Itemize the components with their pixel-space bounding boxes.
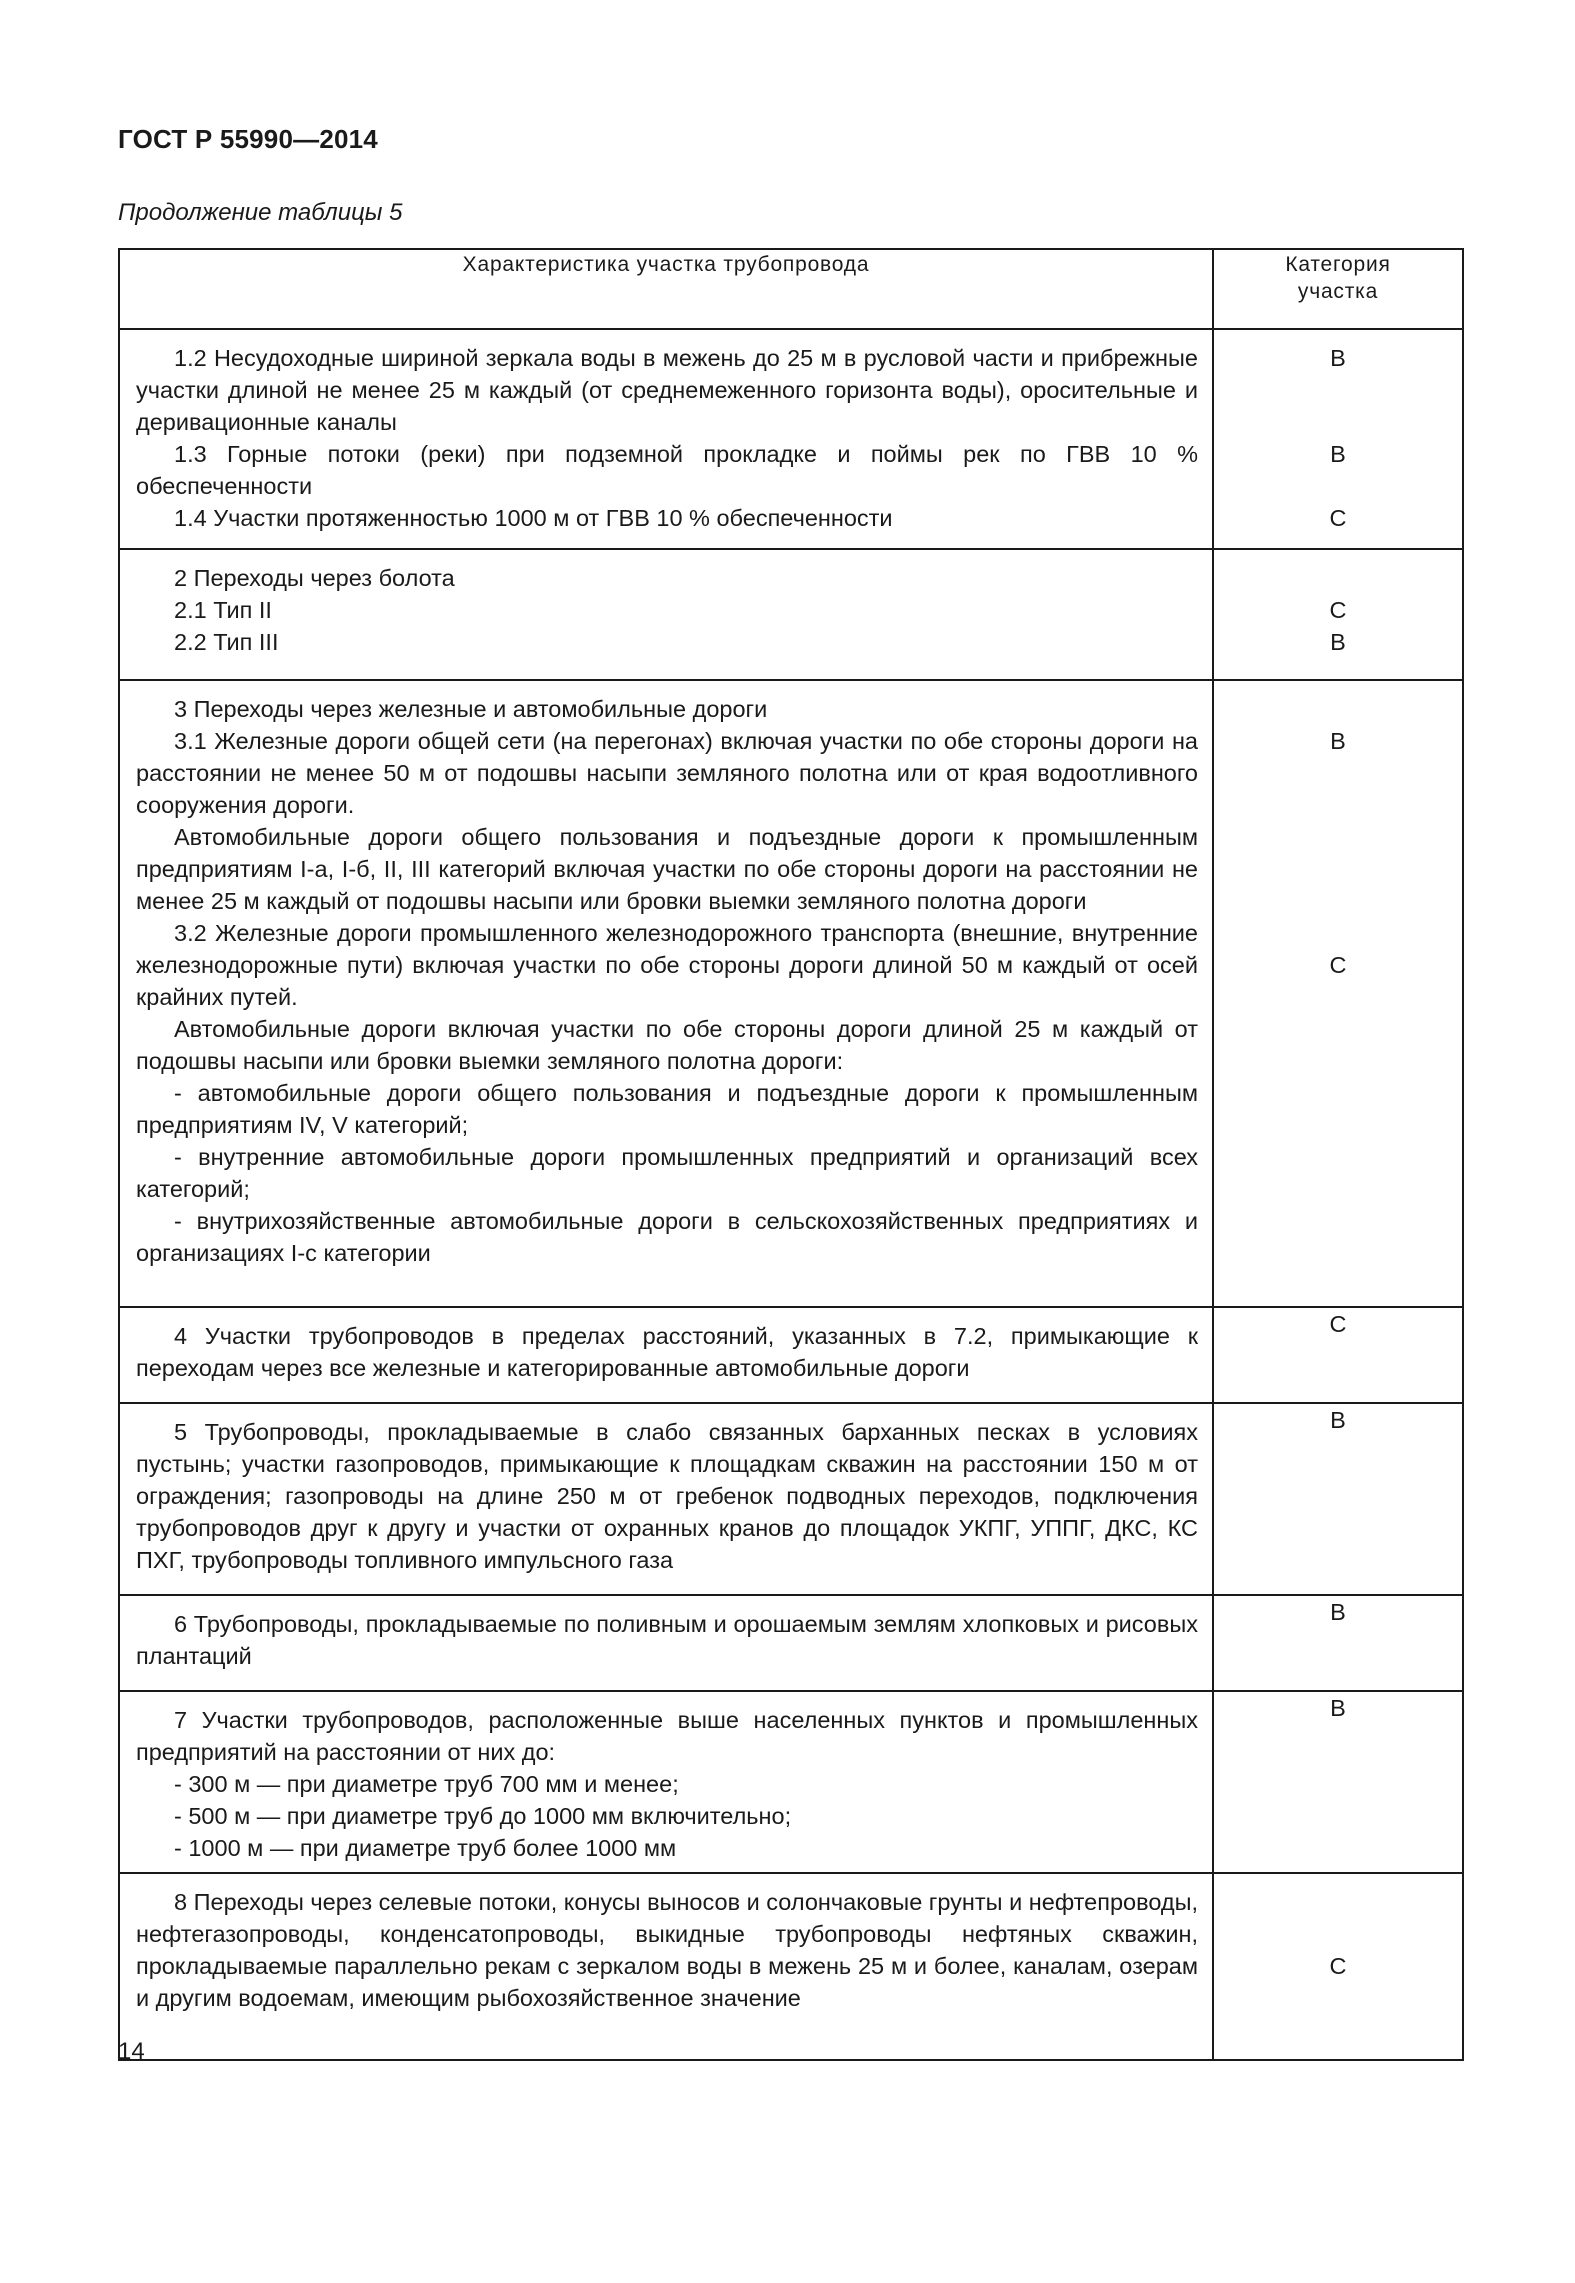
row-category	[1213, 549, 1463, 680]
paragraph: - 1000 м — при диаметре труб более 1000 мм	[174, 1835, 677, 1861]
table-row	[119, 1307, 1463, 1403]
paragraph: - внутрихозяйственные автомобильные дороги в сельскохозяйственных предприятиях и организациях I-с категории	[136, 1208, 1198, 1266]
row-description	[119, 1307, 1213, 1403]
row-description	[119, 1595, 1213, 1691]
paragraph: 1.2 Несудоходные шириной зеркала воды в межень до 25 м в русловой части и прибрежные участки длиной не менее 25 м каждый (от среднемеженного горизонта воды), оросительные и деривационные каналы	[136, 345, 1198, 435]
paragraph: Автомобильные дороги включая участки по обе стороны дороги длиной 25 м каждый от подошвы насыпи или бровки выемки земляного полотна дороги:	[136, 1016, 1198, 1074]
paragraph: 3.1 Железные дороги общей сети (на перегонах) включая участки по обе стороны дороги на расстоянии не менее 50 м от подошвы насыпи земляного полотна или от края водоотливного сооружения дороги.	[136, 728, 1198, 818]
category-value: В	[1330, 629, 1346, 655]
paragraph: 1.3 Горные потоки (реки) при подземной прокладке и поймы рек по ГВВ 10 % обеспеченности	[136, 441, 1198, 499]
category-table	[118, 248, 1464, 2061]
category-value: В	[1330, 728, 1346, 754]
table-row	[119, 680, 1463, 1307]
row-category	[1213, 680, 1463, 1307]
row-category	[1213, 1595, 1463, 1691]
paragraph: 2.2 Тип III	[174, 629, 279, 655]
row-category	[1213, 1307, 1463, 1403]
paragraph: - внутренние автомобильные дороги промышленных предприятий и организаций всех категорий;	[136, 1144, 1198, 1202]
category-value: В	[1330, 1695, 1346, 1721]
table-row	[119, 1873, 1463, 2060]
row-category	[1213, 329, 1463, 549]
paragraph: 7 Участки трубопроводов, расположенные выше населенных пунктов и промышленных предприятий на расстоянии от них до:	[136, 1707, 1198, 1765]
paragraph: Автомобильные дороги общего пользования и подъездные дороги к промышленным предприятиям I-а, I-б, II, III категорий включая участки по обе стороны дороги на расстоянии не менее 25 м каждый от подошвы насыпи или бровки выемки земляного полотна дороги	[136, 824, 1198, 914]
row-description	[119, 680, 1213, 1307]
paragraph: 3 Переходы через железные и автомобильные дороги	[174, 696, 768, 722]
header-category	[1213, 249, 1463, 329]
paragraph: 5 Трубопроводы, прокладываемые в слабо связанных барханных песках в условиях пустынь; участки газопроводов, примыкающие к площадкам скважин на расстоянии 150 м от ограждения; газопроводы на длине 250 м от гребенок подводных переходов, подключения трубопроводов друг к другу и участки от охранных кранов до площадок УКПГ, УППГ, ДКС, КС ПХГ, трубопроводы топливного импульсного газа	[136, 1419, 1198, 1573]
category-value: С	[1329, 952, 1347, 978]
category-value: В	[1330, 345, 1346, 371]
paragraph: 4 Участки трубопроводов в пределах расстояний, указанных в 7.2, примыкающие к переходам через все железные и категорированные автомобильные дороги	[136, 1323, 1198, 1381]
category-value: В	[1330, 1407, 1346, 1433]
table-continuation-caption: Продолжение таблицы 5	[118, 199, 403, 226]
header-category-line1: Категория	[1285, 253, 1391, 276]
header-category-line2: участка	[1297, 280, 1379, 303]
header-characteristic: Характеристика участка трубопровода	[119, 249, 1213, 329]
paragraph: 3.2 Железные дороги промышленного железнодорожного транспорта (внешние, внутренние железнодорожные пути) включая участки по обе стороны дороги длиной 50 м каждый от осей крайних путей.	[136, 920, 1198, 1010]
page-number: 14	[118, 2038, 145, 2065]
paragraph: - автомобильные дороги общего пользования и подъездные дороги к промышленным предприятиям IV, V категорий;	[136, 1080, 1198, 1138]
row-description	[119, 549, 1213, 680]
category-value: С	[1329, 1311, 1347, 1337]
category-value: С	[1329, 1953, 1347, 1979]
row-description	[119, 1691, 1213, 1873]
row-description	[119, 329, 1213, 549]
paragraph: 2 Переходы через болота	[174, 565, 455, 591]
category-value: В	[1330, 441, 1346, 467]
paragraph: 2.1 Тип II	[174, 597, 272, 623]
paragraph: 1.4 Участки протяженностью 1000 м от ГВВ 10 % обеспеченности	[174, 505, 893, 531]
table-row	[119, 1595, 1463, 1691]
category-value: В	[1330, 1599, 1346, 1625]
paragraph: 8 Переходы через селевые потоки, конусы выносов и солончаковые грунты и нефтепроводы, нефтегазопроводы, конденсатопроводы, выкидные трубопроводы нефтяных скважин, прокладываемые параллельно рекам с зеркалом воды в межень 25 м и более, каналам, озерам и другим водоемам, имеющим рыбохозяйственное значение	[136, 1889, 1198, 2011]
row-description	[119, 1403, 1213, 1595]
paragraph: - 500 м — при диаметре труб до 1000 мм включительно;	[174, 1803, 792, 1829]
row-description	[119, 1873, 1213, 2060]
category-value: С	[1329, 597, 1347, 623]
paragraph: 6 Трубопроводы, прокладываемые по поливным и орошаемым землям хлопковых и рисовых плантаций	[136, 1611, 1198, 1669]
row-category	[1213, 1873, 1463, 2060]
paragraph: - 300 м — при диаметре труб 700 мм и менее;	[174, 1771, 679, 1797]
row-category	[1213, 1691, 1463, 1873]
table-header-row	[119, 249, 1463, 329]
standard-code: ГОСТ Р 55990—2014	[118, 124, 378, 154]
category-value: С	[1329, 505, 1347, 531]
table-row	[119, 329, 1463, 549]
table-row	[119, 549, 1463, 680]
row-category	[1213, 1403, 1463, 1595]
table-row	[119, 1403, 1463, 1595]
table-row	[119, 1691, 1463, 1873]
